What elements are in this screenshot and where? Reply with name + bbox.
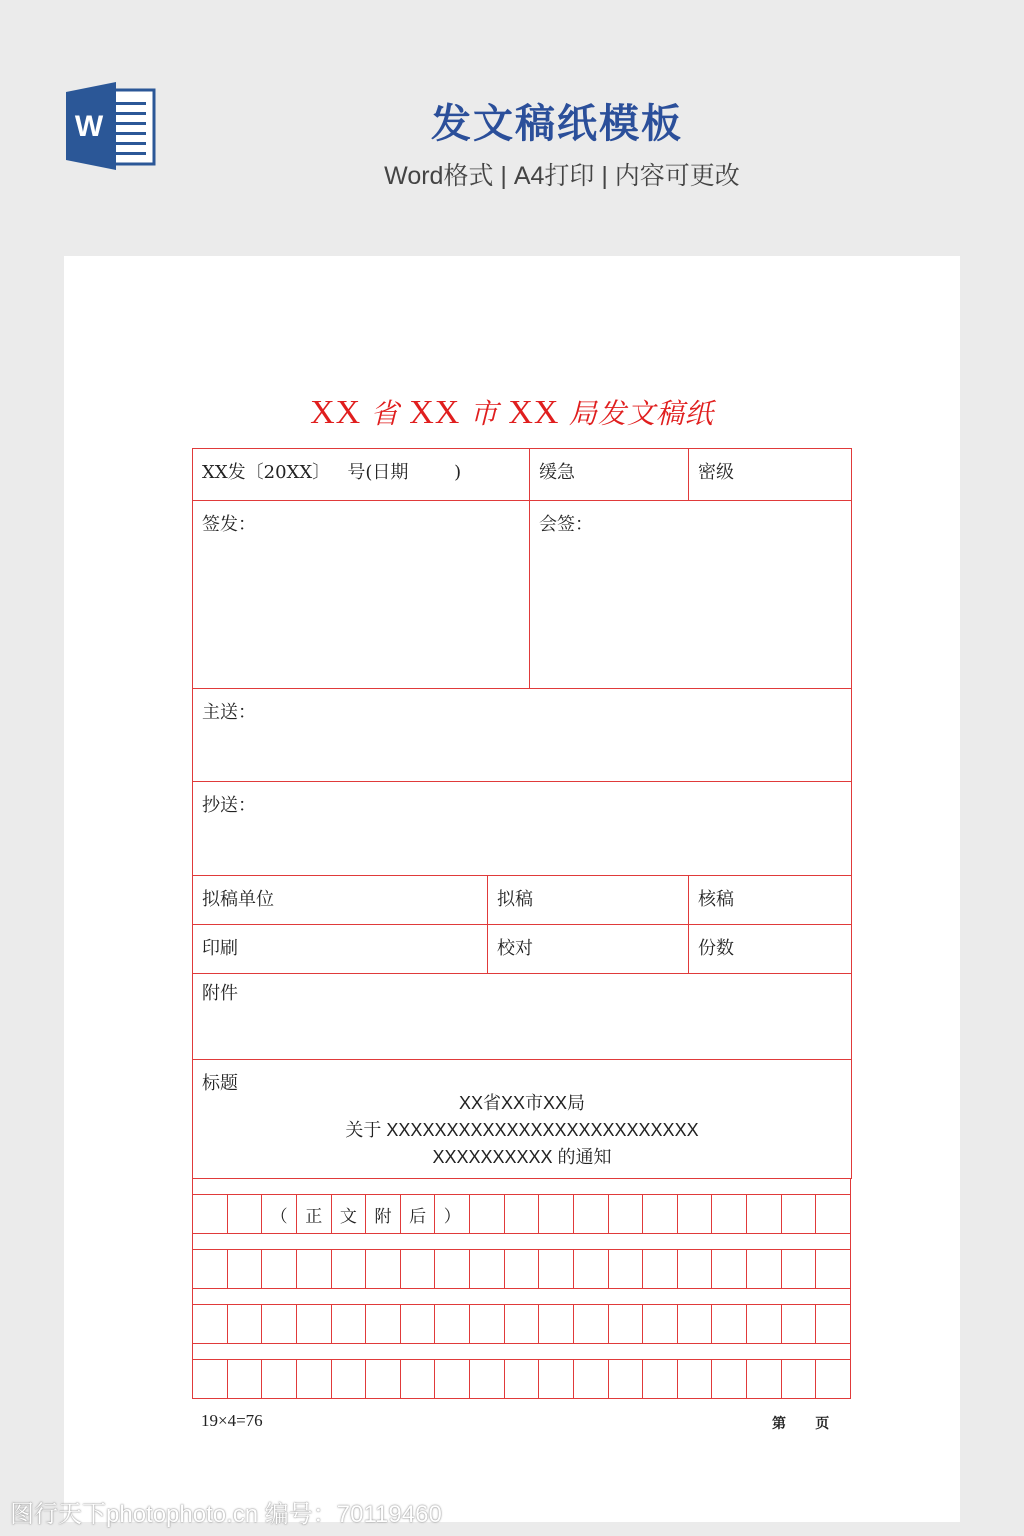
grid-square[interactable] bbox=[747, 1360, 782, 1398]
drafting-unit-cell[interactable] bbox=[193, 876, 488, 925]
form-title-part: XX bbox=[310, 394, 371, 431]
grid-square[interactable] bbox=[332, 1360, 367, 1398]
printing-cell[interactable] bbox=[193, 925, 488, 974]
dispatch-form-table bbox=[192, 448, 852, 1179]
grid-square[interactable] bbox=[435, 1250, 470, 1288]
grid-square[interactable] bbox=[539, 1250, 574, 1288]
grid-square[interactable] bbox=[401, 1250, 436, 1288]
grid-square[interactable] bbox=[609, 1195, 644, 1233]
grid-square[interactable] bbox=[678, 1305, 713, 1343]
page-title: 发文稿纸模板 bbox=[431, 102, 683, 146]
grid-square[interactable] bbox=[470, 1250, 505, 1288]
grid-square[interactable] bbox=[366, 1250, 401, 1288]
reviewer-cell[interactable] bbox=[689, 876, 852, 925]
grid-square[interactable] bbox=[609, 1305, 644, 1343]
subject-line: XXXXXXXXXX 的通知 bbox=[432, 1147, 612, 1167]
proofread-cell[interactable] bbox=[488, 925, 689, 974]
grid-square[interactable] bbox=[366, 1360, 401, 1398]
copy-send-cell[interactable] bbox=[193, 782, 852, 876]
drafting-unit-label: 拟稿单位 bbox=[202, 889, 274, 910]
grid-square[interactable] bbox=[782, 1250, 817, 1288]
copies-label: 份数 bbox=[698, 938, 734, 959]
grid-square[interactable] bbox=[678, 1250, 713, 1288]
grid-square[interactable] bbox=[539, 1195, 574, 1233]
grid-square[interactable] bbox=[505, 1195, 540, 1233]
grid-square[interactable] bbox=[816, 1360, 851, 1398]
form-title-part: 局发文稿纸 bbox=[568, 399, 714, 430]
grid-square[interactable] bbox=[539, 1305, 574, 1343]
grid-square[interactable] bbox=[816, 1305, 851, 1343]
form-title-part: XX bbox=[399, 394, 470, 431]
grid-square[interactable] bbox=[712, 1360, 747, 1398]
form-title-part: 省 bbox=[370, 399, 400, 430]
drafter-cell[interactable] bbox=[488, 876, 689, 925]
grid-square[interactable] bbox=[401, 1360, 436, 1398]
urgency-label: 缓急 bbox=[539, 462, 575, 483]
grid-square[interactable] bbox=[712, 1305, 747, 1343]
grid-square[interactable] bbox=[747, 1195, 782, 1233]
grid-square[interactable] bbox=[193, 1195, 228, 1233]
grid-square[interactable] bbox=[747, 1305, 782, 1343]
grid-square[interactable] bbox=[782, 1195, 817, 1233]
subject-line: 关于 XXXXXXXXXXXXXXXXXXXXXXXXXX bbox=[345, 1120, 699, 1140]
grid-square[interactable] bbox=[643, 1250, 678, 1288]
main-send-label: 主送： bbox=[202, 702, 256, 723]
security-cell[interactable] bbox=[689, 449, 852, 501]
proofread-label: 校对 bbox=[497, 938, 533, 959]
writing-grid bbox=[192, 1178, 851, 1399]
grid-square[interactable] bbox=[678, 1195, 713, 1233]
sign-issue-label: 签发： bbox=[202, 514, 256, 535]
attachment-label: 附件 bbox=[202, 983, 238, 1004]
countersign-label: 会签： bbox=[539, 514, 593, 535]
grid-square[interactable] bbox=[505, 1360, 540, 1398]
grid-square[interactable] bbox=[262, 1360, 297, 1398]
grid-square[interactable] bbox=[574, 1250, 609, 1288]
grid-row bbox=[192, 1249, 851, 1288]
grid-row bbox=[192, 1359, 851, 1398]
subject-label: 标题 bbox=[202, 1073, 238, 1094]
grid-square[interactable] bbox=[332, 1250, 367, 1288]
grid-square[interactable] bbox=[505, 1305, 540, 1343]
main-send-cell[interactable] bbox=[193, 689, 852, 782]
attachment-cell[interactable] bbox=[193, 974, 852, 1060]
grid-square[interactable] bbox=[782, 1305, 817, 1343]
grid-square[interactable]: 附 bbox=[366, 1195, 401, 1233]
grid-square[interactable] bbox=[401, 1305, 436, 1343]
copy-send-label: 抄送： bbox=[202, 795, 256, 816]
grid-row bbox=[192, 1194, 851, 1233]
grid-spacer bbox=[192, 1343, 851, 1359]
grid-square[interactable] bbox=[193, 1305, 228, 1343]
grid-square[interactable] bbox=[332, 1305, 367, 1343]
grid-square[interactable] bbox=[643, 1305, 678, 1343]
grid-square[interactable] bbox=[470, 1305, 505, 1343]
document-page bbox=[64, 256, 960, 1522]
grid-spacer bbox=[192, 1178, 851, 1194]
grid-square[interactable] bbox=[574, 1360, 609, 1398]
grid-square[interactable] bbox=[574, 1305, 609, 1343]
watermark-text: 图行天下photophoto.cn 编号：70119460 bbox=[10, 1501, 442, 1528]
grid-square[interactable] bbox=[193, 1360, 228, 1398]
grid-square[interactable]: 后 bbox=[401, 1195, 436, 1233]
form-title-part: XX bbox=[498, 394, 569, 431]
grid-count-note: 19×4=76 bbox=[201, 1411, 263, 1430]
form-title-part: 市 bbox=[469, 399, 499, 430]
grid-square[interactable] bbox=[712, 1250, 747, 1288]
grid-square[interactable] bbox=[366, 1305, 401, 1343]
doc-number-cell[interactable] bbox=[193, 449, 530, 501]
grid-square[interactable] bbox=[297, 1250, 332, 1288]
svg-text:W: W bbox=[74, 110, 104, 143]
grid-square[interactable] bbox=[643, 1195, 678, 1233]
subject-cell[interactable] bbox=[193, 1060, 852, 1179]
grid-square[interactable] bbox=[539, 1360, 574, 1398]
grid-square[interactable] bbox=[505, 1250, 540, 1288]
reviewer-label: 核稿 bbox=[698, 889, 734, 910]
grid-square[interactable] bbox=[262, 1305, 297, 1343]
grid-square[interactable] bbox=[816, 1195, 851, 1233]
page-subtitle: Word格式 | A4打印 | 内容可更改 bbox=[384, 162, 740, 190]
form-title bbox=[192, 392, 832, 432]
grid-square[interactable] bbox=[228, 1305, 263, 1343]
doc-number-label: XX发〔20XX〕 号(日期 ) bbox=[202, 462, 462, 483]
grid-square[interactable] bbox=[574, 1195, 609, 1233]
grid-spacer bbox=[192, 1288, 851, 1304]
grid-square[interactable]: （ bbox=[262, 1195, 297, 1233]
grid-square[interactable] bbox=[297, 1360, 332, 1398]
page-number-label: 第 页 bbox=[772, 1416, 830, 1432]
grid-square[interactable] bbox=[470, 1360, 505, 1398]
subject-content bbox=[202, 1090, 842, 1171]
grid-square[interactable] bbox=[228, 1195, 263, 1233]
countersign-cell[interactable] bbox=[530, 501, 852, 689]
urgency-cell[interactable] bbox=[530, 449, 689, 501]
grid-spacer bbox=[192, 1233, 851, 1249]
subject-line: XX省XX市XX局 bbox=[458, 1093, 586, 1113]
grid-square[interactable] bbox=[435, 1305, 470, 1343]
grid-square[interactable] bbox=[609, 1360, 644, 1398]
grid-square[interactable] bbox=[228, 1360, 263, 1398]
printing-label: 印刷 bbox=[202, 938, 238, 959]
grid-square[interactable]: ） bbox=[435, 1195, 470, 1233]
grid-square[interactable] bbox=[297, 1305, 332, 1343]
copies-cell[interactable] bbox=[689, 925, 852, 974]
grid-square[interactable] bbox=[228, 1250, 263, 1288]
grid-square[interactable]: 正 bbox=[297, 1195, 332, 1233]
grid-square[interactable] bbox=[643, 1360, 678, 1398]
sign-issue-cell[interactable] bbox=[193, 501, 530, 689]
grid-square[interactable] bbox=[435, 1360, 470, 1398]
grid-bottom-border bbox=[192, 1398, 851, 1399]
security-label: 密级 bbox=[698, 462, 734, 483]
grid-square[interactable] bbox=[262, 1250, 297, 1288]
grid-square[interactable] bbox=[747, 1250, 782, 1288]
grid-square[interactable] bbox=[712, 1195, 747, 1233]
grid-square[interactable] bbox=[782, 1360, 817, 1398]
grid-square[interactable] bbox=[193, 1250, 228, 1288]
grid-row bbox=[192, 1304, 851, 1343]
grid-square[interactable] bbox=[609, 1250, 644, 1288]
grid-square[interactable] bbox=[816, 1250, 851, 1288]
grid-square[interactable] bbox=[678, 1360, 713, 1398]
grid-square[interactable]: 文 bbox=[332, 1195, 367, 1233]
grid-square[interactable] bbox=[470, 1195, 505, 1233]
drafter-label: 拟稿 bbox=[497, 889, 533, 910]
